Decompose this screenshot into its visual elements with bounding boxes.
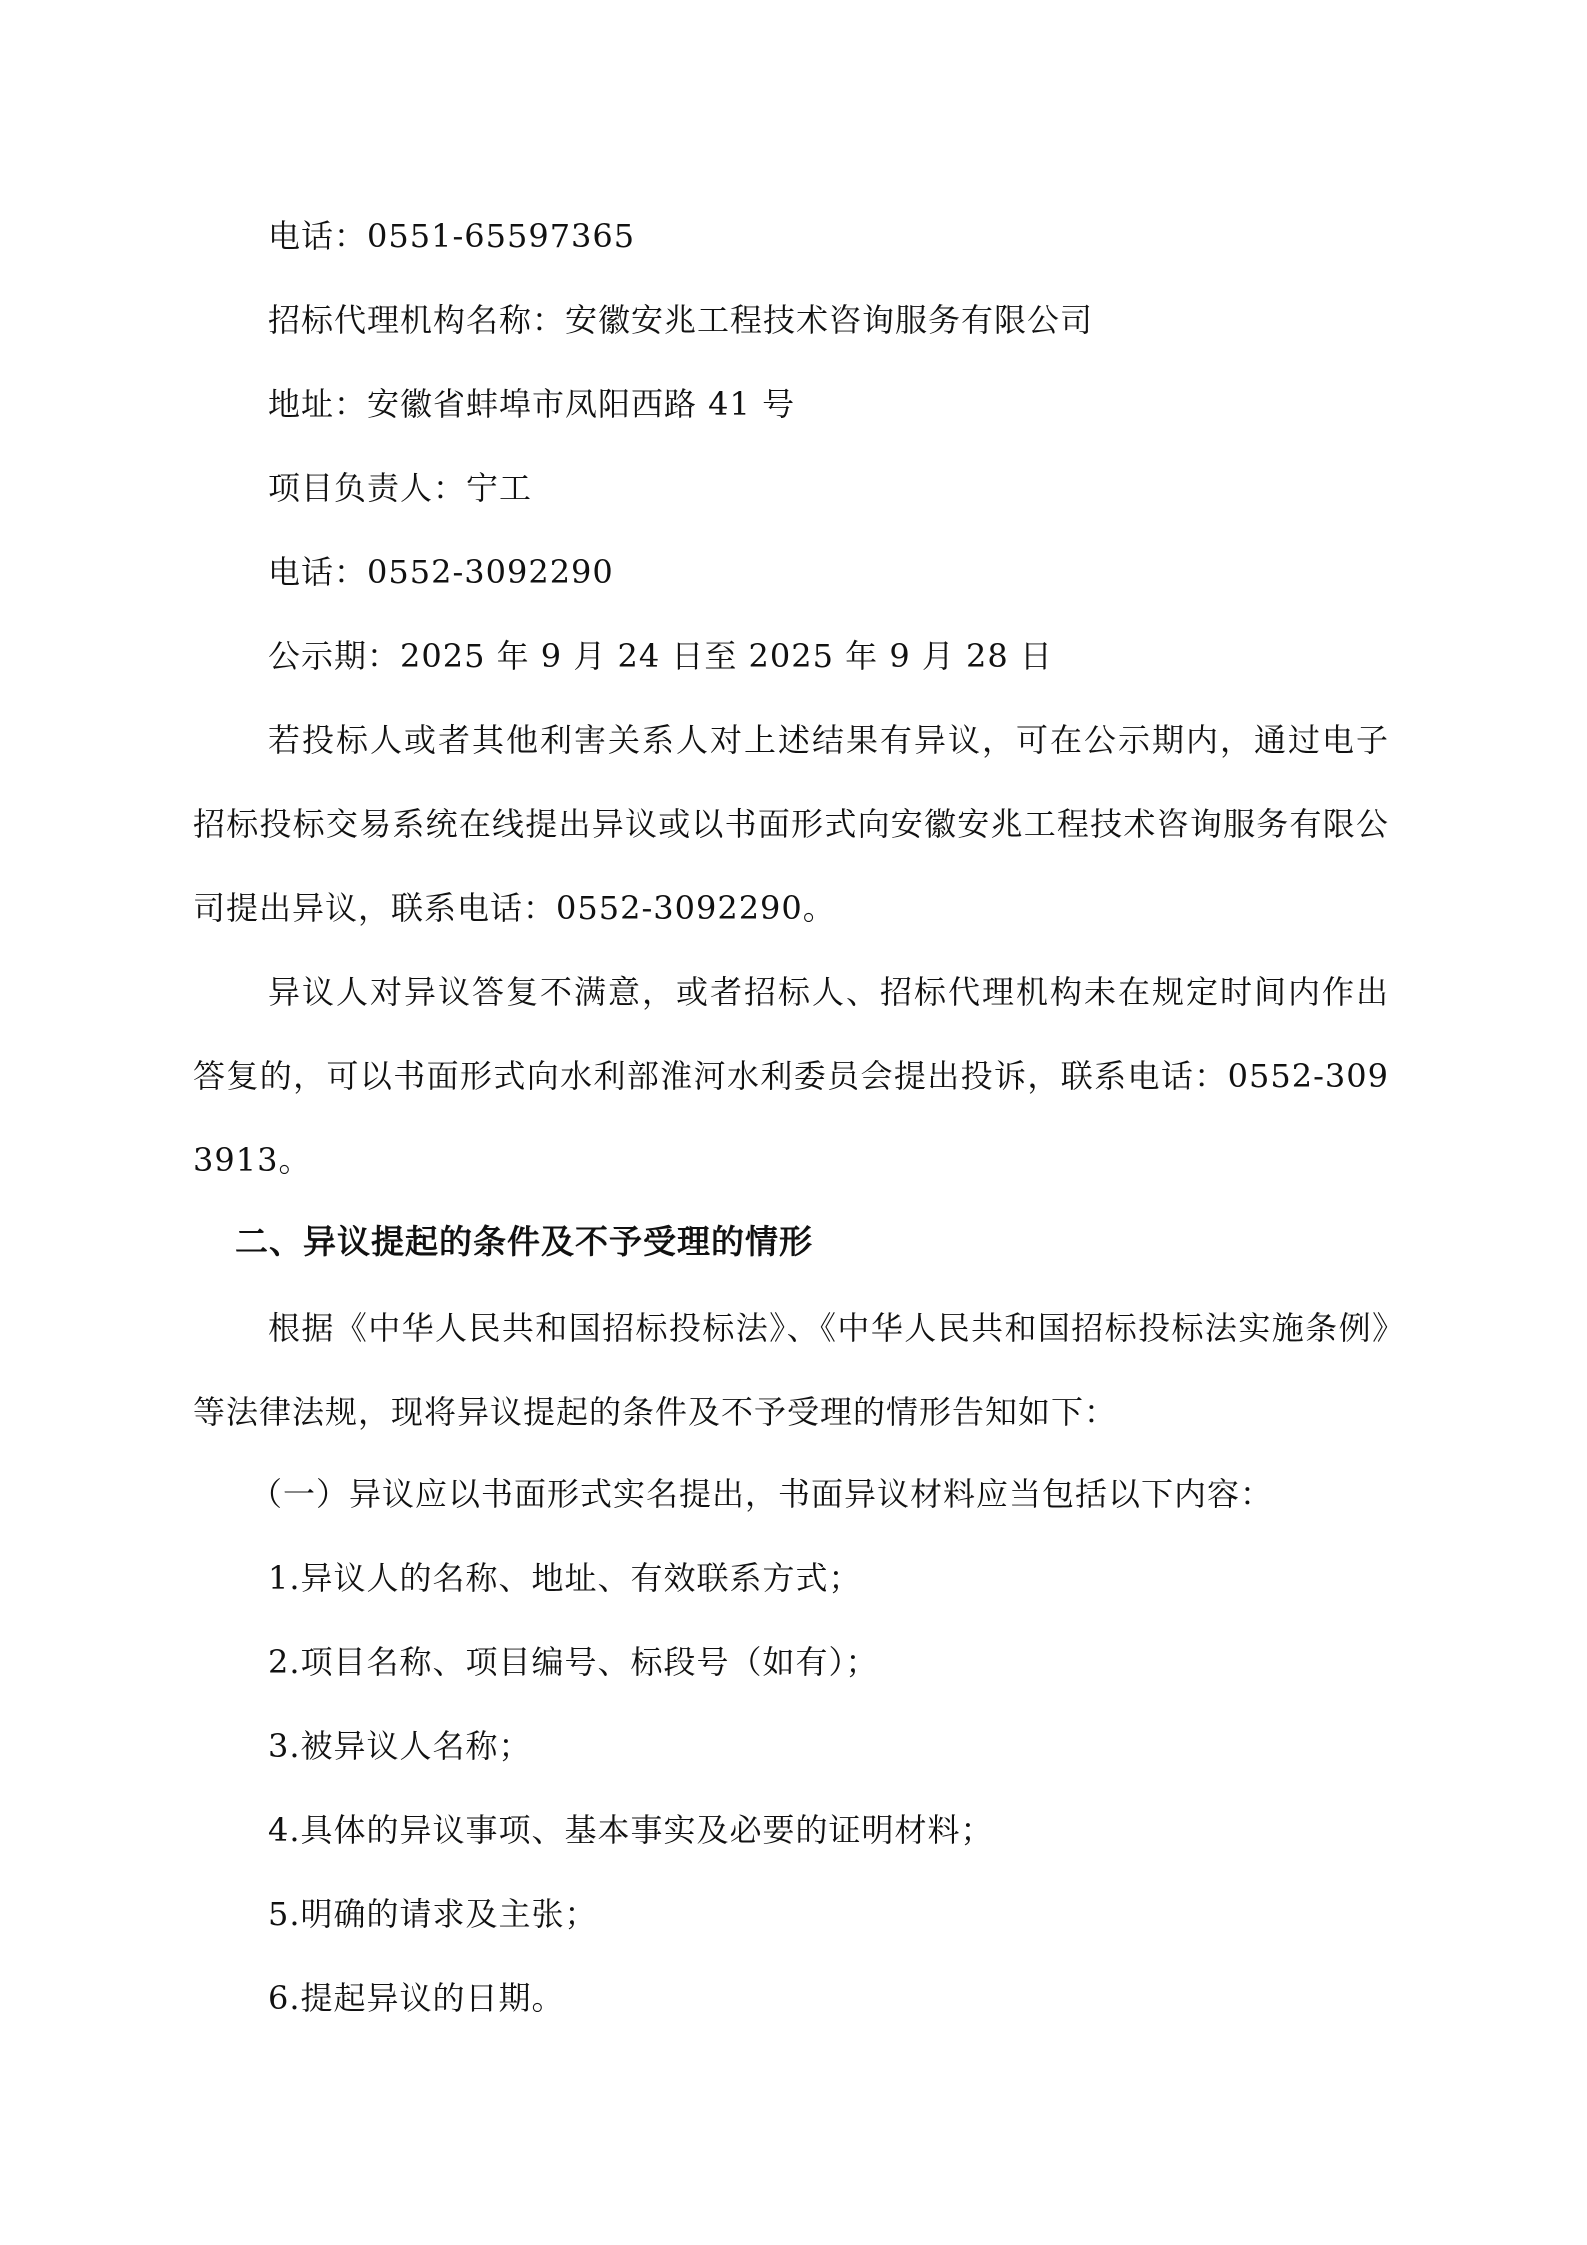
list-item: 4.具体的异议事项、基本事实及必要的证明材料； <box>268 1811 994 1849</box>
subsection-1: （一）异议应以书面形式实名提出，书面异议材料应当包括以下内容： <box>250 1475 1274 1513</box>
section-intro-paragraph: 根据《中华人民共和国招标投标法》、《中华人民共和国招标投标法实施条例》等法律法规，现将异议提起的条件及不予受理的情形告知如下： <box>193 1309 1389 1431</box>
list-item: 3.被异议人名称； <box>268 1727 532 1765</box>
agency-name: 招标代理机构名称：安徽安兆工程技术咨询服务有限公司 <box>268 301 1094 339</box>
list-item: 1.异议人的名称、地址、有效联系方式； <box>268 1559 862 1597</box>
agency-address: 地址：安徽省蚌埠市凤阳西路 41 号 <box>268 385 796 423</box>
list-item: 5.明确的请求及主张； <box>268 1895 598 1933</box>
list-item: 2.项目名称、项目编号、标段号（如有）； <box>268 1643 879 1681</box>
contact-phone-1: 电话：0551-65597365 <box>268 217 636 255</box>
contact-phone-2: 电话：0552-3092290 <box>268 553 614 591</box>
complaint-paragraph: 异议人对异议答复不满意，或者招标人、招标代理机构未在规定时间内作出答复的，可以书面形式向水利部淮河水利委员会提出投诉，联系电话：0552-3093913。 <box>193 973 1389 1179</box>
list-item: 6.提起异议的日期。 <box>268 1979 565 2017</box>
objection-paragraph: 若投标人或者其他利害关系人对上述结果有异议，可在公示期内，通过电子招标投标交易系统在线提出异议或以书面形式向安徽安兆工程技术咨询服务有限公司提出异议，联系电话：0552-3092290。 <box>193 721 1389 927</box>
publicity-period: 公示期：2025 年 9 月 24 日至 2025 年 9 月 28 日 <box>268 637 1053 675</box>
project-lead: 项目负责人：宁工 <box>268 469 533 507</box>
section-heading: 二、异议提起的条件及不予受理的情形 <box>235 1222 813 1261</box>
